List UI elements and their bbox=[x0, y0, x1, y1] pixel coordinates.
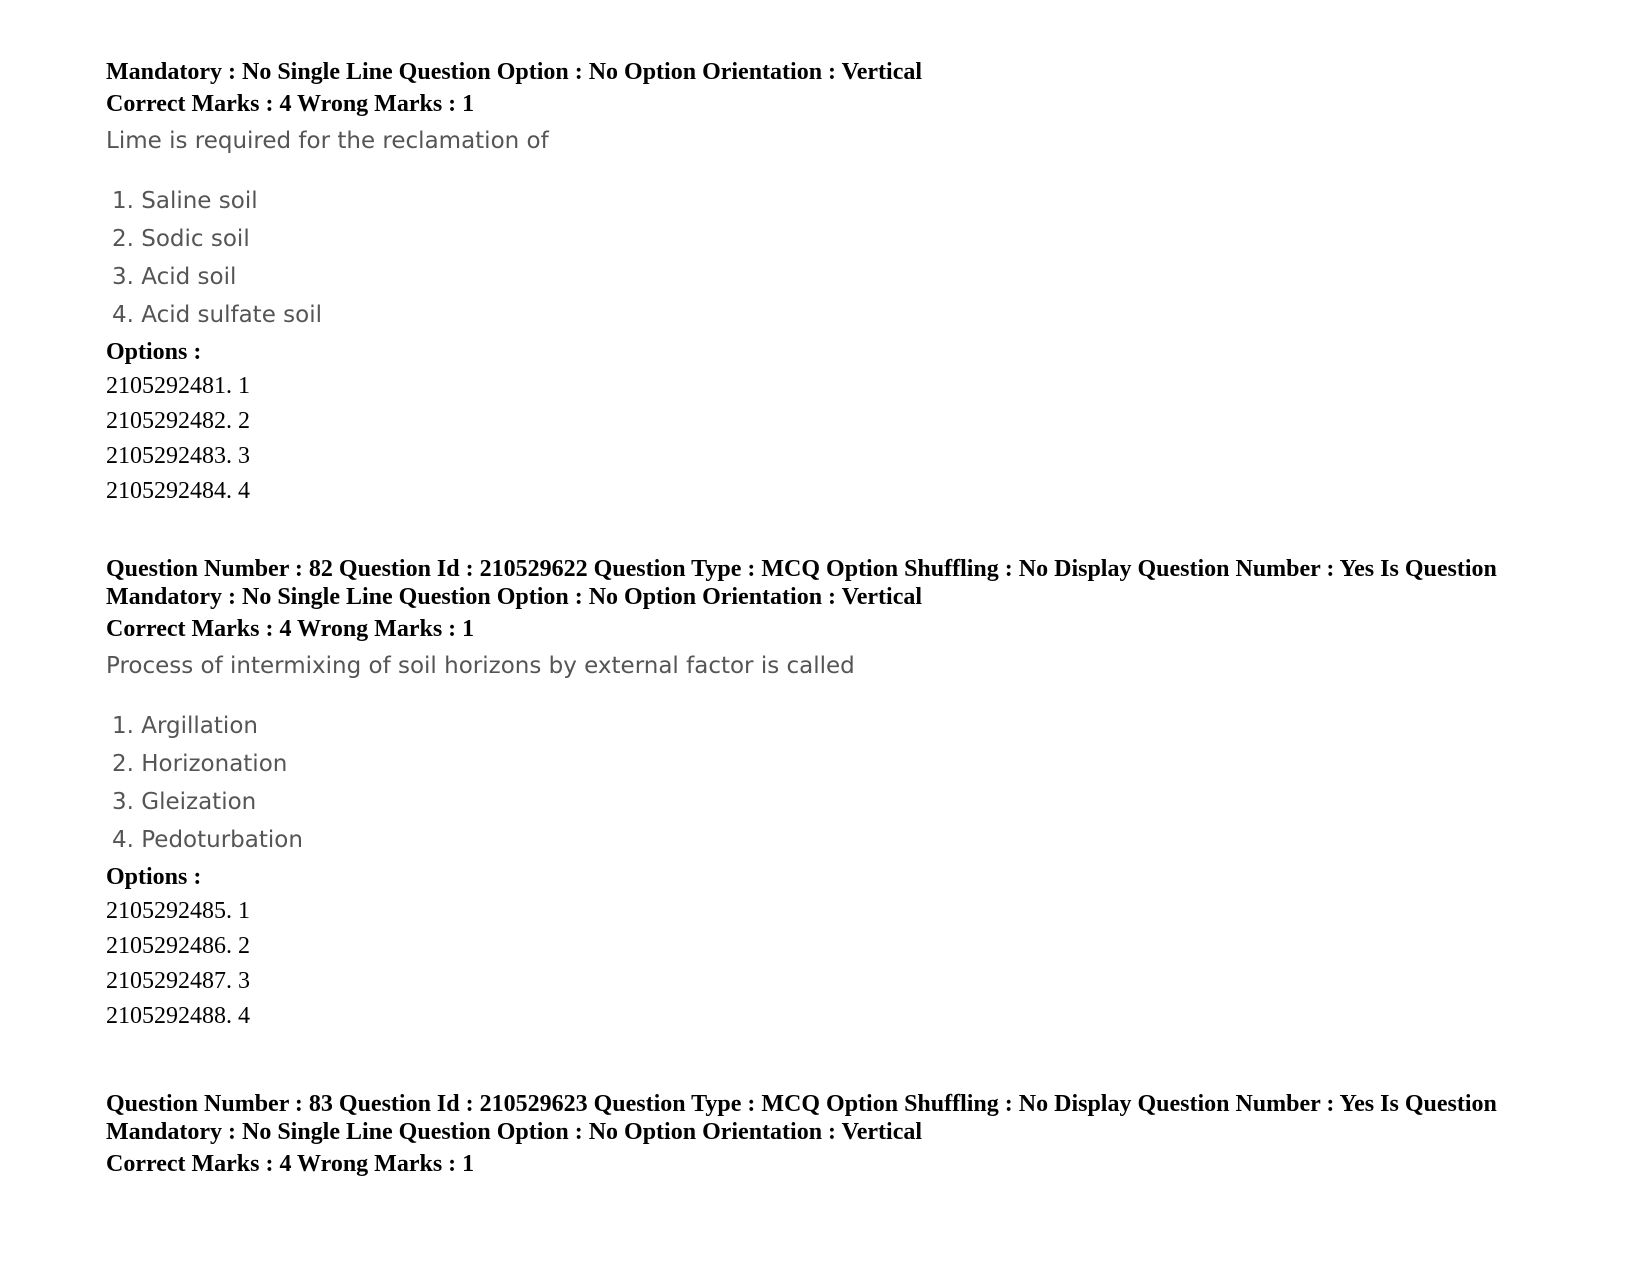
choice-item: 1. Argillation bbox=[112, 713, 258, 739]
question-block-83 bbox=[106, 1090, 1626, 1178]
choice-item: 4. Pedoturbation bbox=[112, 827, 303, 853]
question-text: Process of intermixing of soil horizons by external factor is called bbox=[106, 653, 855, 679]
marks-line: Correct Marks : 4 Wrong Marks : 1 bbox=[106, 616, 475, 642]
question-text: Lime is required for the reclamation of bbox=[106, 128, 549, 154]
option-item: 2105292482. 2 bbox=[106, 408, 250, 434]
choice-list bbox=[106, 707, 1626, 859]
choice-list bbox=[106, 182, 1626, 334]
choice-item: 3. Acid soil bbox=[112, 264, 237, 290]
option-item: 2105292487. 3 bbox=[106, 968, 250, 994]
option-item: 2105292481. 1 bbox=[106, 373, 250, 399]
question-block-82 bbox=[106, 555, 1626, 1034]
question-meta: Question Number : 83 Question Id : 210529623 Question Type : MCQ Option Shuffling : No Display Question Number : Yes Is Question bbox=[106, 1091, 1497, 1117]
option-item: 2105292486. 2 bbox=[106, 933, 250, 959]
options-label: Options : bbox=[106, 339, 202, 365]
question-meta: Mandatory : No Single Line Question Option : No Option Orientation : Vertical bbox=[106, 1119, 923, 1145]
choice-item: 2. Horizonation bbox=[112, 751, 288, 777]
option-item: 2105292485. 1 bbox=[106, 898, 250, 924]
option-item: 2105292483. 3 bbox=[106, 443, 250, 469]
choice-item: 4. Acid sulfate soil bbox=[112, 302, 322, 328]
marks-line: Correct Marks : 4 Wrong Marks : 1 bbox=[106, 1151, 475, 1177]
question-meta: Question Number : 82 Question Id : 210529622 Question Type : MCQ Option Shuffling : No Display Question Number : Yes Is Question bbox=[106, 556, 1497, 582]
option-item: 2105292484. 4 bbox=[106, 478, 250, 504]
question-meta: Mandatory : No Single Line Question Option : No Option Orientation : Vertical bbox=[106, 59, 923, 85]
choice-item: 2. Sodic soil bbox=[112, 226, 250, 252]
options-label: Options : bbox=[106, 864, 202, 890]
marks-line: Correct Marks : 4 Wrong Marks : 1 bbox=[106, 91, 475, 117]
choice-item: 3. Gleization bbox=[112, 789, 257, 815]
question-block-81 bbox=[106, 58, 1626, 509]
option-item: 2105292488. 4 bbox=[106, 1003, 250, 1029]
choice-item: 1. Saline soil bbox=[112, 188, 258, 214]
question-meta: Mandatory : No Single Line Question Option : No Option Orientation : Vertical bbox=[106, 584, 923, 610]
